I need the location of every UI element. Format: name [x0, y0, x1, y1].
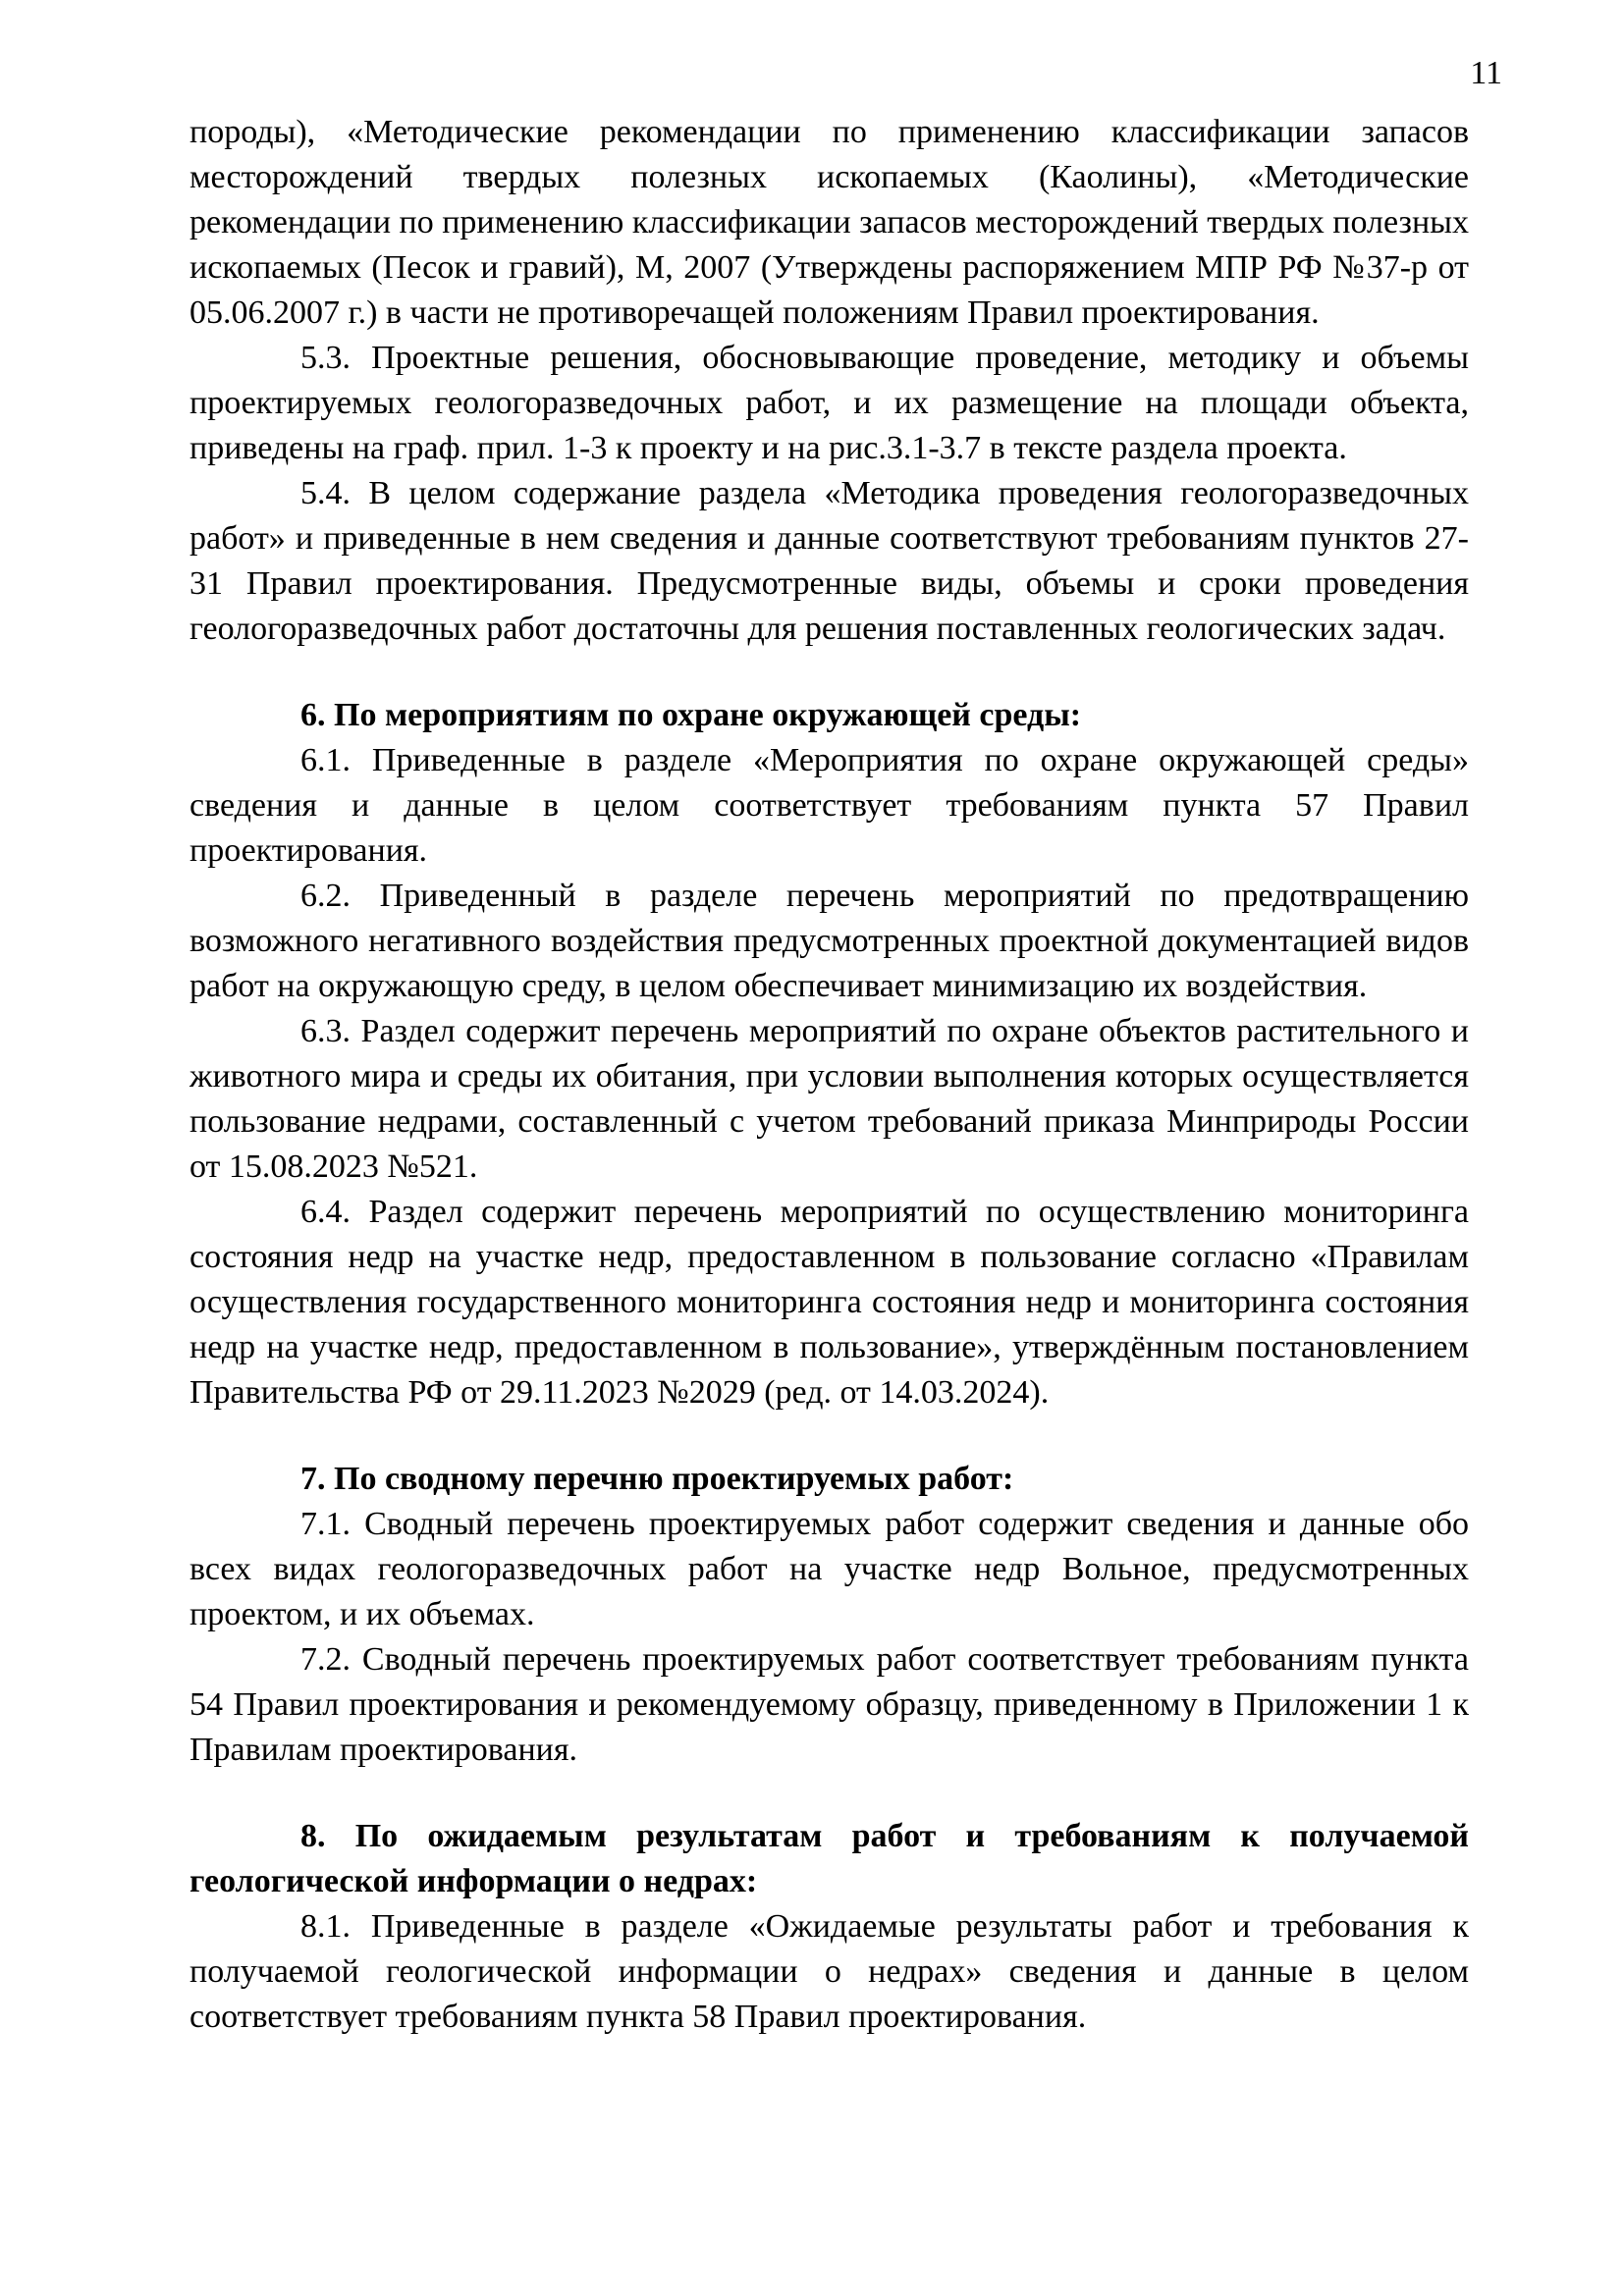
paragraph-7-1: 7.1. Сводный перечень проектируемых работ содержит сведения и данные обо всех видах геологоразведочных работ на участке недр Вольное, предусмотренных проектом, и их объемах.	[189, 1506, 1469, 1632]
paragraph-8-1: 8.1. Приведенные в разделе «Ожидаемые результаты работ и требования к получаемой геологической информации о недрах» сведения и данные в целом соответствует требованиям пункта 58 Правил проектирования.	[189, 1908, 1469, 2035]
paragraph-continuation: породы), «Методические рекомендации по применению классификации запасов месторождений твердых полезных ископаемых (Каолины), «Методические рекомендации по применению классификации запасов месторождений твердых полезных ископаемых (Песок и гравий), М, 2007 (Утверждены распоряжением МПР РФ №37-р от 05.06.2007 г.) в части не противоречащей положениям Правил проектирования.	[189, 114, 1469, 331]
paragraph-6-4: 6.4. Раздел содержит перечень мероприятий по осуществлению мониторинга состояния недр на участке недр, предоставленном в пользование согласно «Правилам осуществления государственного мониторинга состояния недр и мониторинга состояния недр на участке недр, предоставленном в пользование», утверждённым постановлением Правительства РФ от 29.11.2023 №2029 (ред. от 14.03.2024).	[189, 1194, 1469, 1411]
paragraph-6-3: 6.3. Раздел содержит перечень мероприятий по охране объектов растительного и животного мира и среды их обитания, при условии выполнения которых осуществляется пользование недрами, составленный с учетом требований приказа Минприроды России от 15.08.2023 №521.	[189, 1013, 1469, 1185]
page-number: 11	[1470, 55, 1502, 91]
section-heading-7: 7. По сводному перечню проектируемых работ:	[300, 1461, 1014, 1497]
paragraph-5-4: 5.4. В целом содержание раздела «Методика проведения геологоразведочных работ» и приведенные в нем сведения и данные соответствуют требованиям пунктов 27-31 Правил проектирования. Предусмотренные виды, объемы и сроки проведения геологоразведочных работ достаточны для решения поставленных геологических задач.	[189, 475, 1469, 647]
paragraph-6-2: 6.2. Приведенный в разделе перечень мероприятий по предотвращению возможного негативного воздействия предусмотренных проектной документацией видов работ на окружающую среду, в целом обеспечивает минимизацию их воздействия.	[189, 878, 1469, 1004]
section-heading-6: 6. По мероприятиям по охране окружающей среды:	[300, 697, 1082, 733]
paragraph-5-3: 5.3. Проектные решения, обосновывающие проведение, методику и объемы проектируемых геологоразведочных работ, и их размещение на площади объекта, приведены на граф. прил. 1-3 к проекту и на рис.3.1-3.7 в тексте раздела проекта.	[189, 340, 1469, 466]
section-heading-8: 8. По ожидаемым результатам работ и требованиям к получаемой геологической информации о недрах:	[189, 1818, 1469, 1899]
paragraph-7-2: 7.2. Сводный перечень проектируемых работ соответствует требованиям пункта 54 Правил проектирования и рекомендуемому образцу, приведенному в Приложении 1 к Правилам проектирования.	[189, 1641, 1469, 1768]
paragraph-6-1: 6.1. Приведенные в разделе «Мероприятия по охране окружающей среды» сведения и данные в целом соответствует требованиям пункта 57 Правил проектирования.	[189, 742, 1469, 869]
